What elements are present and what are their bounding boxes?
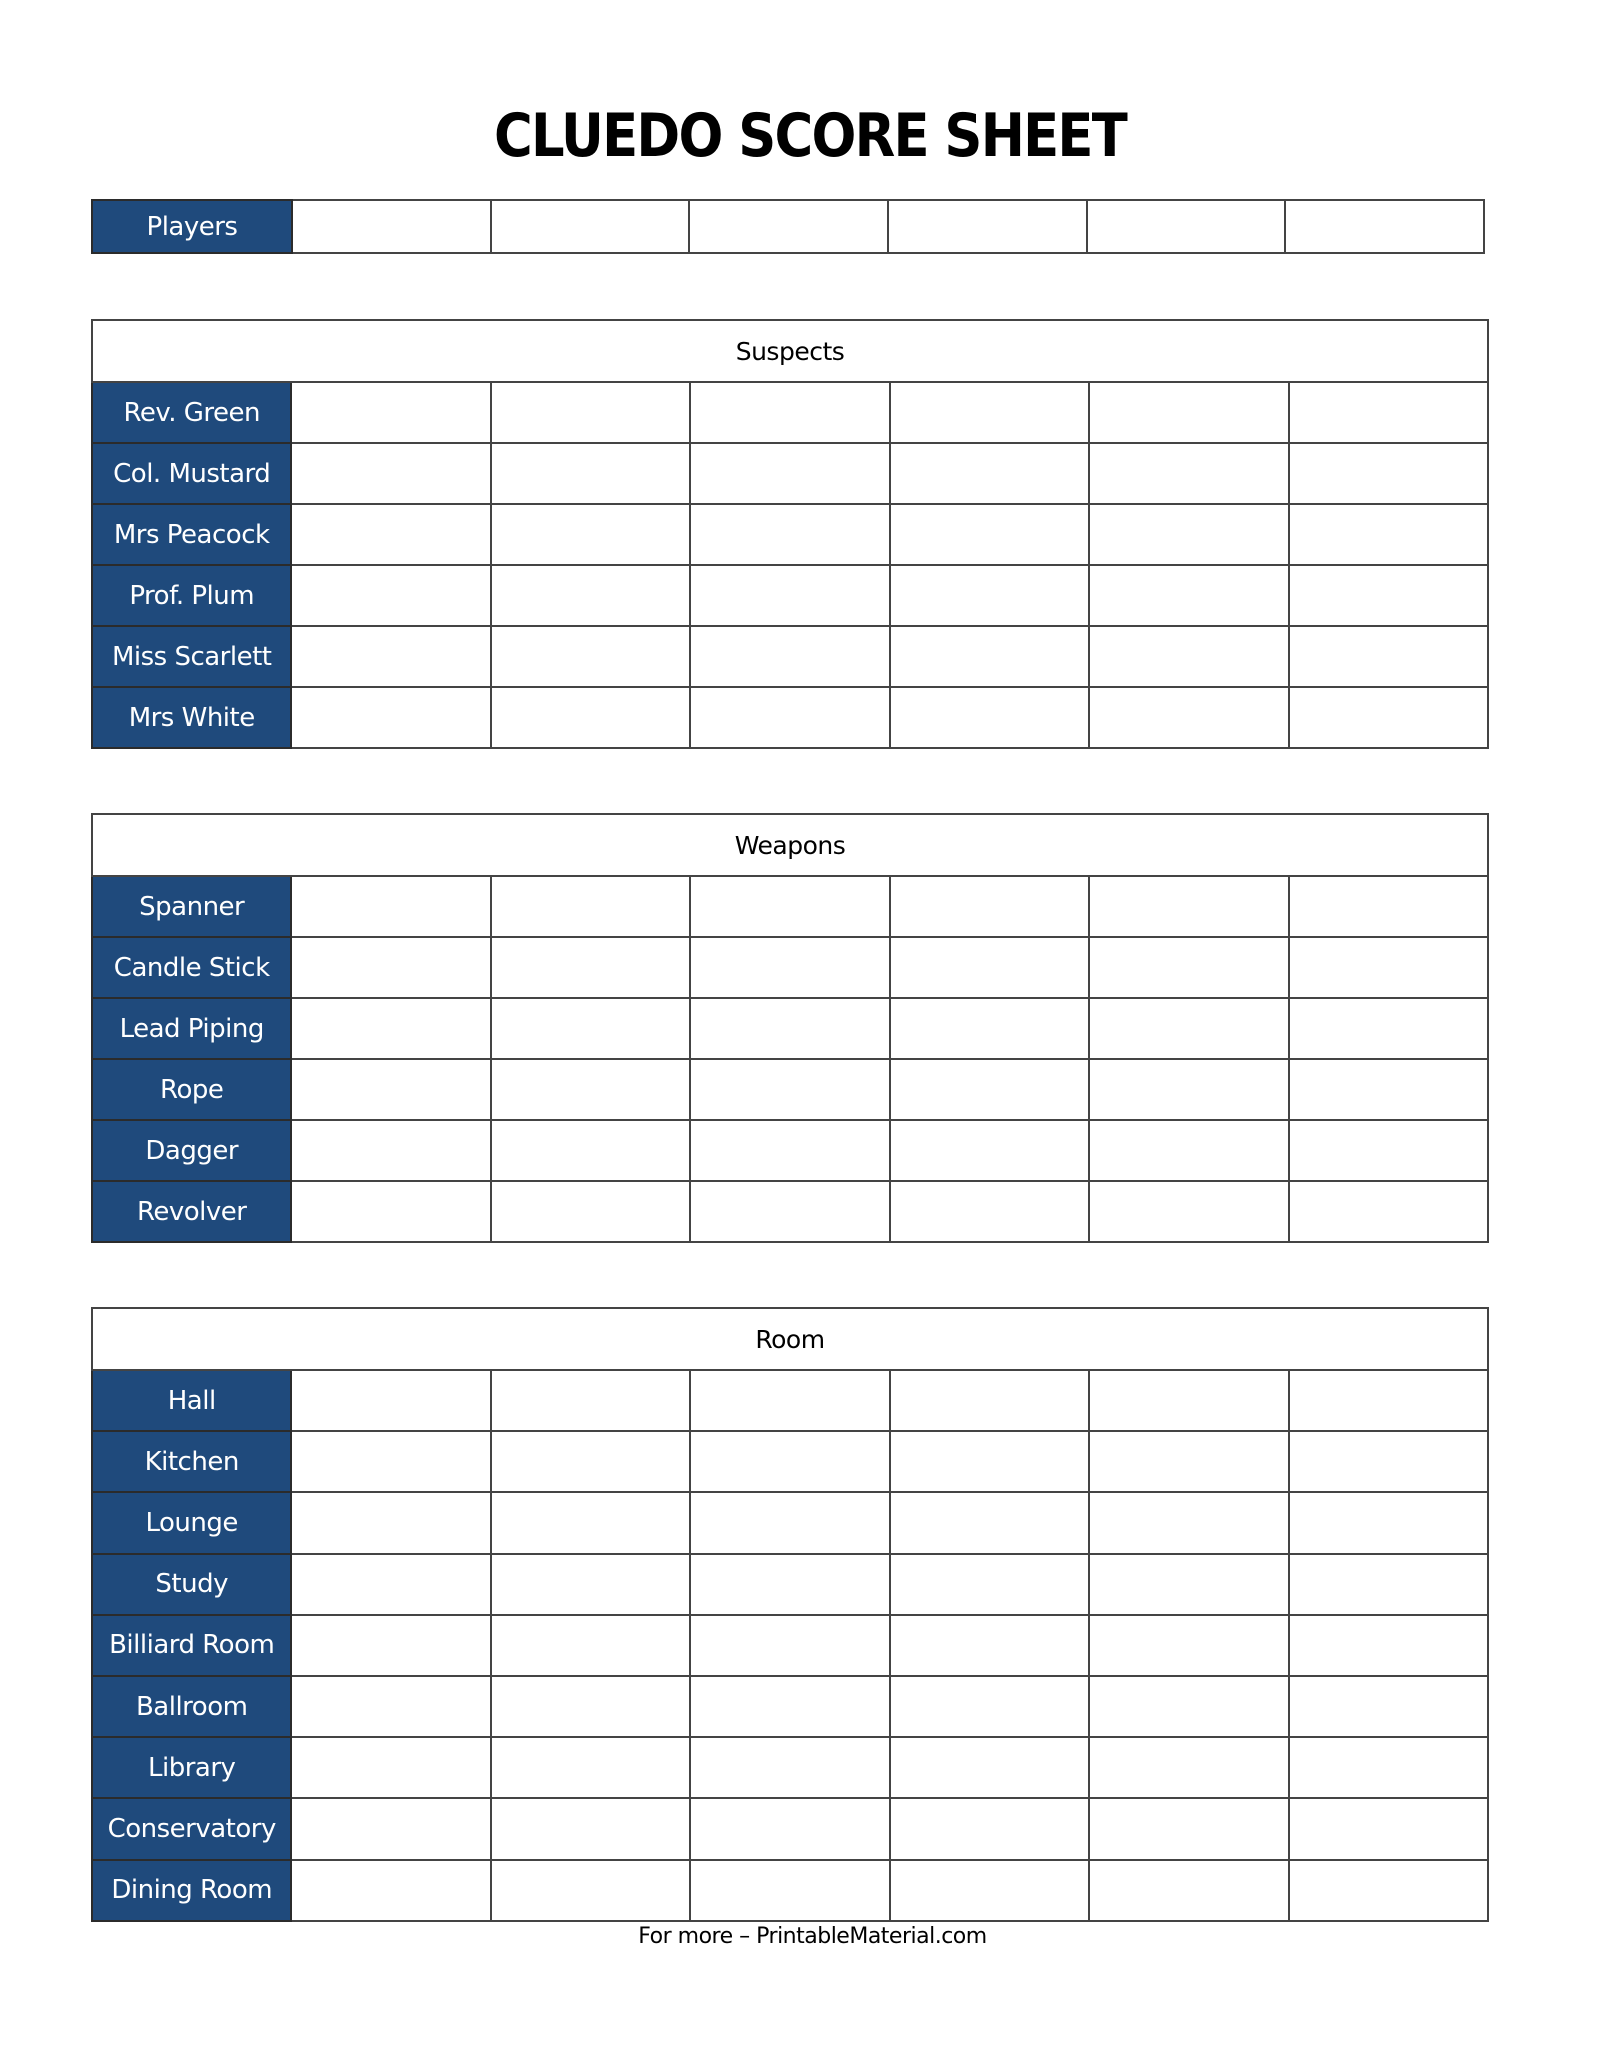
rooms-table xyxy=(91,1307,1489,1922)
mark-cell-player-4[interactable] xyxy=(890,937,1089,998)
mark-cell-player-5[interactable] xyxy=(1089,876,1288,937)
player-name-cell-4[interactable] xyxy=(888,200,1087,253)
suspects-header: Suspects xyxy=(92,320,1488,382)
weapons-row-label: Lead Piping xyxy=(92,998,291,1059)
mark-cell-player-2[interactable] xyxy=(491,1492,690,1553)
mark-cell-player-5[interactable] xyxy=(1089,687,1288,748)
mark-cell-player-1[interactable] xyxy=(291,565,490,626)
mark-cell-player-3[interactable] xyxy=(690,382,889,443)
mark-cell-player-2[interactable] xyxy=(491,626,690,687)
weapons-row xyxy=(92,876,1488,937)
mark-cell-player-3[interactable] xyxy=(690,1370,889,1431)
mark-cell-player-1[interactable] xyxy=(291,1737,490,1798)
mark-cell-player-6[interactable] xyxy=(1289,1120,1488,1181)
mark-cell-player-5[interactable] xyxy=(1089,382,1288,443)
mark-cell-player-4[interactable] xyxy=(890,1676,1089,1737)
mark-cell-player-1[interactable] xyxy=(291,626,490,687)
suspects-row xyxy=(92,443,1488,504)
mark-cell-player-6[interactable] xyxy=(1289,1059,1488,1120)
mark-cell-player-4[interactable] xyxy=(890,626,1089,687)
mark-cell-player-5[interactable] xyxy=(1089,1431,1288,1492)
weapons-row xyxy=(92,998,1488,1059)
rooms-row-label: Dining Room xyxy=(92,1860,291,1921)
rooms-row-label: Conservatory xyxy=(92,1798,291,1859)
mark-cell-player-4[interactable] xyxy=(890,687,1089,748)
rooms-row-label: Hall xyxy=(92,1370,291,1431)
suspects-row-label: Mrs White xyxy=(92,687,291,748)
mark-cell-player-5[interactable] xyxy=(1089,443,1288,504)
player-name-cell-1[interactable] xyxy=(292,200,491,253)
mark-cell-player-3[interactable] xyxy=(690,1860,889,1921)
suspects-row-label: Prof. Plum xyxy=(92,565,291,626)
mark-cell-player-4[interactable] xyxy=(890,876,1089,937)
player-name-cell-5[interactable] xyxy=(1087,200,1286,253)
mark-cell-player-4[interactable] xyxy=(890,1120,1089,1181)
mark-cell-player-2[interactable] xyxy=(491,998,690,1059)
mark-cell-player-3[interactable] xyxy=(690,1120,889,1181)
mark-cell-player-5[interactable] xyxy=(1089,1370,1288,1431)
mark-cell-player-6[interactable] xyxy=(1289,687,1488,748)
mark-cell-player-4[interactable] xyxy=(890,1615,1089,1676)
mark-cell-player-3[interactable] xyxy=(690,1737,889,1798)
mark-cell-player-5[interactable] xyxy=(1089,1554,1288,1615)
players-table xyxy=(91,199,1485,254)
mark-cell-player-1[interactable] xyxy=(291,1059,490,1120)
mark-cell-player-5[interactable] xyxy=(1089,1615,1288,1676)
mark-cell-player-1[interactable] xyxy=(291,687,490,748)
mark-cell-player-4[interactable] xyxy=(890,1431,1089,1492)
mark-cell-player-6[interactable] xyxy=(1289,1181,1488,1242)
rooms-row xyxy=(92,1860,1488,1921)
suspects-row xyxy=(92,382,1488,443)
mark-cell-player-1[interactable] xyxy=(291,1615,490,1676)
rooms-row xyxy=(92,1676,1488,1737)
mark-cell-player-3[interactable] xyxy=(690,626,889,687)
player-name-cell-3[interactable] xyxy=(689,200,888,253)
mark-cell-player-2[interactable] xyxy=(491,382,690,443)
mark-cell-player-4[interactable] xyxy=(890,1554,1089,1615)
mark-cell-player-5[interactable] xyxy=(1089,504,1288,565)
mark-cell-player-3[interactable] xyxy=(690,1676,889,1737)
mark-cell-player-2[interactable] xyxy=(491,1737,690,1798)
mark-cell-player-2[interactable] xyxy=(491,1860,690,1921)
suspects-row xyxy=(92,565,1488,626)
rooms-header: Room xyxy=(92,1308,1488,1370)
mark-cell-player-6[interactable] xyxy=(1289,998,1488,1059)
mark-cell-player-1[interactable] xyxy=(291,1120,490,1181)
mark-cell-player-2[interactable] xyxy=(491,1370,690,1431)
mark-cell-player-5[interactable] xyxy=(1089,1059,1288,1120)
page-title: CLUEDO SCORE SHEET xyxy=(493,101,1127,171)
mark-cell-player-6[interactable] xyxy=(1289,1554,1488,1615)
mark-cell-player-6[interactable] xyxy=(1289,1860,1488,1921)
rooms-row xyxy=(92,1492,1488,1553)
mark-cell-player-4[interactable] xyxy=(890,1737,1089,1798)
mark-cell-player-5[interactable] xyxy=(1089,1492,1288,1553)
mark-cell-player-5[interactable] xyxy=(1089,1860,1288,1921)
mark-cell-player-2[interactable] xyxy=(491,504,690,565)
suspects-row xyxy=(92,626,1488,687)
weapons-row-label: Spanner xyxy=(92,876,291,937)
mark-cell-player-5[interactable] xyxy=(1089,1120,1288,1181)
mark-cell-player-4[interactable] xyxy=(890,443,1089,504)
mark-cell-player-4[interactable] xyxy=(890,1492,1089,1553)
mark-cell-player-2[interactable] xyxy=(491,565,690,626)
rooms-row xyxy=(92,1431,1488,1492)
mark-cell-player-4[interactable] xyxy=(890,1059,1089,1120)
weapons-row xyxy=(92,937,1488,998)
mark-cell-player-1[interactable] xyxy=(291,382,490,443)
mark-cell-player-2[interactable] xyxy=(491,1181,690,1242)
mark-cell-player-6[interactable] xyxy=(1289,382,1488,443)
mark-cell-player-3[interactable] xyxy=(690,1798,889,1859)
mark-cell-player-6[interactable] xyxy=(1289,1492,1488,1553)
suspects-row-label: Miss Scarlett xyxy=(92,626,291,687)
mark-cell-player-6[interactable] xyxy=(1289,937,1488,998)
weapons-row-label: Revolver xyxy=(92,1181,291,1242)
suspects-row xyxy=(92,687,1488,748)
rooms-row xyxy=(92,1798,1488,1859)
mark-cell-player-1[interactable] xyxy=(291,998,490,1059)
suspects-row-label: Mrs Peacock xyxy=(92,504,291,565)
mark-cell-player-1[interactable] xyxy=(291,504,490,565)
rooms-row xyxy=(92,1615,1488,1676)
rooms-row xyxy=(92,1554,1488,1615)
mark-cell-player-3[interactable] xyxy=(690,443,889,504)
rooms-row-label: Study xyxy=(92,1554,291,1615)
mark-cell-player-1[interactable] xyxy=(291,1492,490,1553)
mark-cell-player-1[interactable] xyxy=(291,1554,490,1615)
weapons-row-label: Dagger xyxy=(92,1120,291,1181)
mark-cell-player-3[interactable] xyxy=(690,687,889,748)
mark-cell-player-4[interactable] xyxy=(890,382,1089,443)
mark-cell-player-6[interactable] xyxy=(1289,1615,1488,1676)
mark-cell-player-5[interactable] xyxy=(1089,1676,1288,1737)
weapons-row-label: Candle Stick xyxy=(92,937,291,998)
mark-cell-player-4[interactable] xyxy=(890,998,1089,1059)
mark-cell-player-3[interactable] xyxy=(690,1554,889,1615)
mark-cell-player-1[interactable] xyxy=(291,1676,490,1737)
mark-cell-player-2[interactable] xyxy=(491,937,690,998)
mark-cell-player-1[interactable] xyxy=(291,1431,490,1492)
mark-cell-player-3[interactable] xyxy=(690,876,889,937)
mark-cell-player-2[interactable] xyxy=(491,443,690,504)
mark-cell-player-3[interactable] xyxy=(690,1615,889,1676)
suspects-table xyxy=(91,319,1489,749)
mark-cell-player-2[interactable] xyxy=(491,1798,690,1859)
mark-cell-player-5[interactable] xyxy=(1089,937,1288,998)
mark-cell-player-4[interactable] xyxy=(890,1860,1089,1921)
mark-cell-player-2[interactable] xyxy=(491,876,690,937)
mark-cell-player-4[interactable] xyxy=(890,504,1089,565)
mark-cell-player-3[interactable] xyxy=(690,937,889,998)
mark-cell-player-5[interactable] xyxy=(1089,998,1288,1059)
mark-cell-player-5[interactable] xyxy=(1089,1181,1288,1242)
mark-cell-player-1[interactable] xyxy=(291,1370,490,1431)
weapons-row xyxy=(92,1181,1488,1242)
player-name-cell-2[interactable] xyxy=(491,200,690,253)
mark-cell-player-5[interactable] xyxy=(1089,1737,1288,1798)
mark-cell-player-3[interactable] xyxy=(690,998,889,1059)
weapons-table xyxy=(91,813,1489,1243)
mark-cell-player-4[interactable] xyxy=(890,1798,1089,1859)
mark-cell-player-6[interactable] xyxy=(1289,565,1488,626)
suspects-row xyxy=(92,504,1488,565)
mark-cell-player-2[interactable] xyxy=(491,1615,690,1676)
mark-cell-player-2[interactable] xyxy=(491,687,690,748)
mark-cell-player-5[interactable] xyxy=(1089,565,1288,626)
mark-cell-player-2[interactable] xyxy=(491,1059,690,1120)
weapons-header: Weapons xyxy=(92,814,1488,876)
mark-cell-player-1[interactable] xyxy=(291,1860,490,1921)
rooms-row-label: Kitchen xyxy=(92,1431,291,1492)
players-row xyxy=(92,200,1484,253)
mark-cell-player-4[interactable] xyxy=(890,565,1089,626)
players-label: Players xyxy=(92,200,292,253)
rooms-row xyxy=(92,1370,1488,1431)
suspects-row-label: Col. Mustard xyxy=(92,443,291,504)
mark-cell-player-6[interactable] xyxy=(1289,1737,1488,1798)
player-name-cell-6[interactable] xyxy=(1285,200,1484,253)
mark-cell-player-6[interactable] xyxy=(1289,504,1488,565)
mark-cell-player-2[interactable] xyxy=(491,1554,690,1615)
rooms-row-label: Lounge xyxy=(92,1492,291,1553)
rooms-row xyxy=(92,1737,1488,1798)
mark-cell-player-1[interactable] xyxy=(291,1798,490,1859)
mark-cell-player-2[interactable] xyxy=(491,1120,690,1181)
rooms-row-label: Library xyxy=(92,1737,291,1798)
mark-cell-player-3[interactable] xyxy=(690,1431,889,1492)
mark-cell-player-1[interactable] xyxy=(291,876,490,937)
mark-cell-player-6[interactable] xyxy=(1289,626,1488,687)
mark-cell-player-2[interactable] xyxy=(491,1431,690,1492)
mark-cell-player-5[interactable] xyxy=(1089,626,1288,687)
rooms-row-label: Billiard Room xyxy=(92,1615,291,1676)
mark-cell-player-3[interactable] xyxy=(690,504,889,565)
mark-cell-player-4[interactable] xyxy=(890,1370,1089,1431)
mark-cell-player-6[interactable] xyxy=(1289,1798,1488,1859)
footer-credit: For more – PrintableMaterial.com xyxy=(638,1924,987,1949)
mark-cell-player-3[interactable] xyxy=(690,1059,889,1120)
rooms-row-label: Ballroom xyxy=(92,1676,291,1737)
mark-cell-player-3[interactable] xyxy=(690,1181,889,1242)
mark-cell-player-1[interactable] xyxy=(291,1181,490,1242)
mark-cell-player-6[interactable] xyxy=(1289,1370,1488,1431)
suspects-row-label: Rev. Green xyxy=(92,382,291,443)
mark-cell-player-6[interactable] xyxy=(1289,443,1488,504)
mark-cell-player-2[interactable] xyxy=(491,1676,690,1737)
mark-cell-player-6[interactable] xyxy=(1289,1676,1488,1737)
mark-cell-player-1[interactable] xyxy=(291,937,490,998)
weapons-row-label: Rope xyxy=(92,1059,291,1120)
mark-cell-player-6[interactable] xyxy=(1289,1431,1488,1492)
mark-cell-player-6[interactable] xyxy=(1289,876,1488,937)
mark-cell-player-3[interactable] xyxy=(690,565,889,626)
mark-cell-player-1[interactable] xyxy=(291,443,490,504)
mark-cell-player-4[interactable] xyxy=(890,1181,1089,1242)
weapons-row xyxy=(92,1059,1488,1120)
mark-cell-player-3[interactable] xyxy=(690,1492,889,1553)
mark-cell-player-5[interactable] xyxy=(1089,1798,1288,1859)
weapons-row xyxy=(92,1120,1488,1181)
